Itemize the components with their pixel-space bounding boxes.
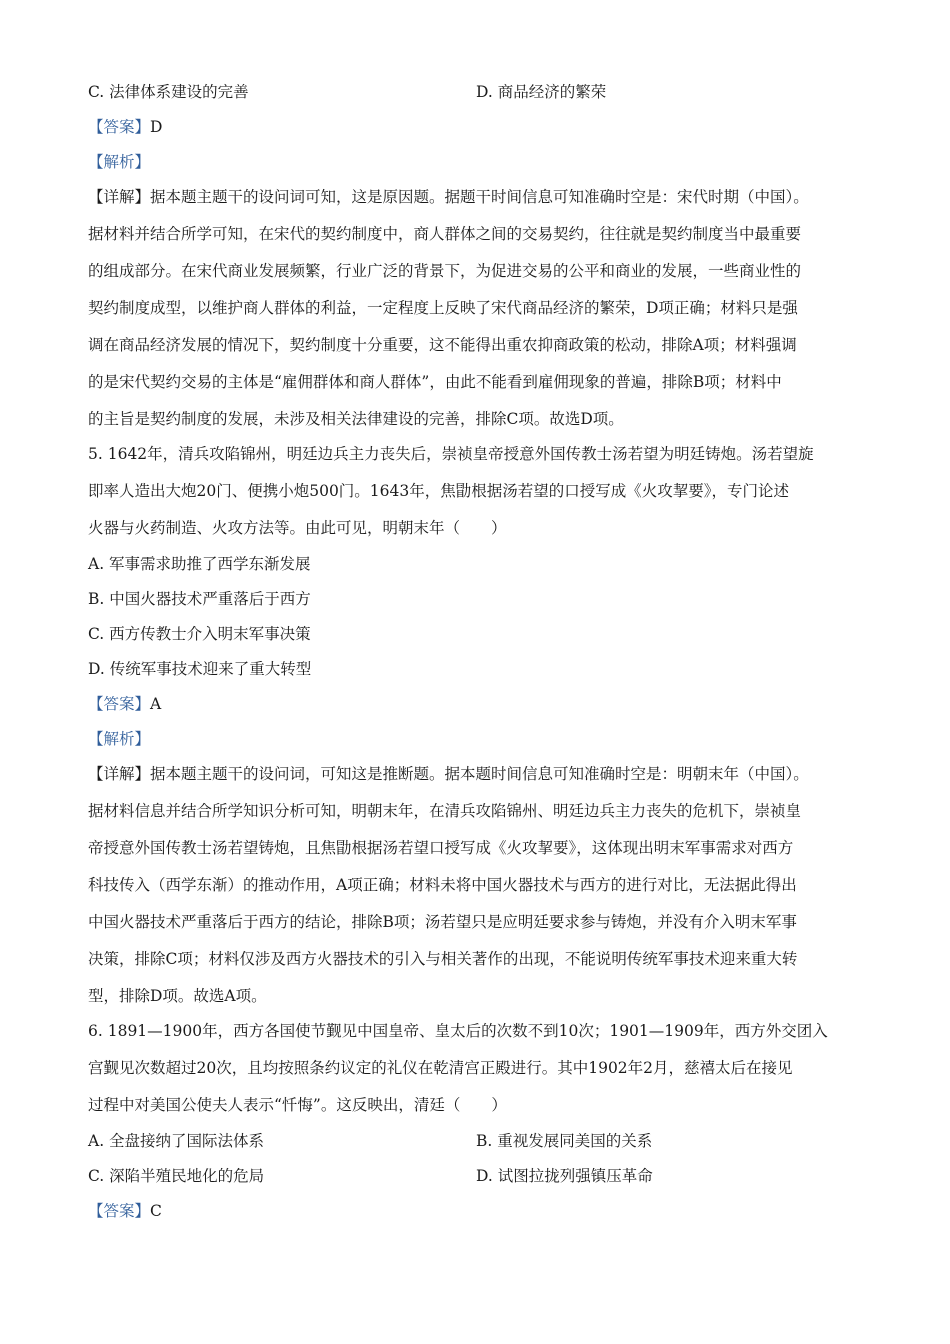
q5-option-c: C. 西方传教士介入明末军事决策: [88, 625, 311, 643]
q6-option-a: A. 全盘接纳了国际法体系: [88, 1132, 265, 1150]
answer-value: C: [150, 1202, 162, 1220]
answer-tag: 【答案】: [88, 118, 151, 136]
q4-detail-line: 的主旨是契约制度的发展，未涉及相关法律建设的完善，排除C项。故选D项。: [88, 410, 624, 428]
q4-detail-line: 的是宋代契约交易的主体是“雇佣群体和商人群体”，由此不能看到雇佣现象的普遍，排除B项；材料中: [88, 373, 782, 391]
detail-tag: 【详解】: [88, 188, 151, 206]
q4-detail-line: 调在商品经济发展的情况下，契约制度十分重要，这不能得出重农抑商政策的松动，排除A项；材料强调: [88, 336, 797, 354]
q6-option-d: D. 试图拉拢列强镇压革命: [476, 1167, 653, 1185]
q4-detail-line: 据材料并结合所学可知，在宋代的契约制度中，商人群体之间的交易契约，往往就是契约制度当中最重要: [88, 225, 802, 243]
q6-option-c: C. 深陷半殖民地化的危局: [88, 1167, 265, 1185]
q6-option-b: B. 重视发展同美国的关系: [476, 1132, 653, 1150]
q5-option-a: A. 军事需求助推了西学东渐发展: [88, 555, 311, 573]
q6-stem-line: 过程中对美国公使夫人表示“忏悔”。这反映出，清廷（ ）: [88, 1096, 507, 1114]
q4-detail-line: [88, 187, 809, 207]
q6-stem-line: 6. 1891—1900年，西方各国使节觐见中国皇帝、皇太后的次数不到10次；1901—1909年，西方外交团入: [88, 1022, 828, 1040]
q5-option-d: D. 传统军事技术迎来了重大转型: [88, 660, 312, 678]
detail-tag: 【详解】: [88, 765, 151, 783]
answer-tag: 【答案】: [88, 1202, 151, 1220]
q5-stem-line: 即率人造出大炮20门、便携小炮500门。1643年，焦勖根据汤若望的口授写成《火攻挈要》，专门论述: [88, 482, 790, 500]
q4-answer: [88, 117, 162, 137]
q5-detail-line: 决策，排除C项；材料仅涉及西方火器技术的引入与相关著作的出现，不能说明传统军事技术迎来重大转: [88, 950, 798, 968]
answer-tag: 【答案】: [88, 695, 151, 713]
q5-detail-line: 科技传入（西学东渐）的推动作用，A项正确；材料未将中国火器技术与西方的进行对比，无法据此得出: [88, 876, 797, 894]
q4-detail-line: 的组成部分。在宋代商业发展频繁，行业广泛的背景下，为促进交易的公平和商业的发展，一些商业性的: [88, 262, 802, 280]
q4-option-c: C. 法律体系建设的完善: [88, 83, 249, 101]
q5-analysis-tag: 【解析】: [88, 730, 151, 748]
answer-value: A: [150, 695, 162, 713]
q5-answer: [88, 694, 161, 714]
q5-stem-line: 火器与火药制造、火攻方法等。由此可见，明朝末年（ ）: [88, 519, 507, 537]
q5-detail-line: [88, 764, 809, 784]
q5-stem-line: 5. 1642年，清兵攻陷锦州，明廷边兵主力丧失后，崇祯皇帝授意外国传教士汤若望为明廷铸炮。汤若望旋: [88, 445, 814, 463]
q4-analysis-tag: 【解析】: [88, 153, 151, 171]
q4-option-d: D. 商品经济的繁荣: [476, 83, 607, 101]
q5-detail-line: 中国火器技术严重落后于西方的结论，排除B项；汤若望只是应明廷要求参与铸炮，并没有介入明末军事: [88, 913, 797, 931]
q5-detail-line: 帝授意外国传教士汤若望铸炮，且焦勖根据汤若望口授写成《火攻挈要》，这体现出明末军事需求对西方: [88, 839, 794, 857]
q4-detail-line: 契约制度成型，以维护商人群体的利益，一定程度上反映了宋代商品经济的繁荣，D项正确；材料只是强: [88, 299, 798, 317]
q5-option-b: B. 中国火器技术严重落后于西方: [88, 590, 311, 608]
detail-text: 据本题主题干的设问词可知，这是原因题。据题干时间信息可知准确时空是：宋代时期（中国）。: [150, 188, 809, 206]
q5-detail-line: 据材料信息并结合所学知识分析可知，明朝末年，在清兵攻陷锦州、明廷边兵主力丧失的危机下，崇祯皇: [88, 802, 802, 820]
detail-text: 据本题主题干的设问词，可知这是推断题。据本题时间信息可知准确时空是：明朝末年（中国）。: [150, 765, 809, 783]
q6-answer: [88, 1201, 162, 1221]
q5-detail-line: 型，排除D项。故选A项。: [88, 987, 267, 1005]
q6-stem-line: 宫觐见次数超过20次，且均按照条约议定的礼仪在乾清宫正殿进行。其中1902年2月，慈禧太后在接见: [88, 1059, 793, 1077]
answer-value: D: [150, 118, 163, 136]
